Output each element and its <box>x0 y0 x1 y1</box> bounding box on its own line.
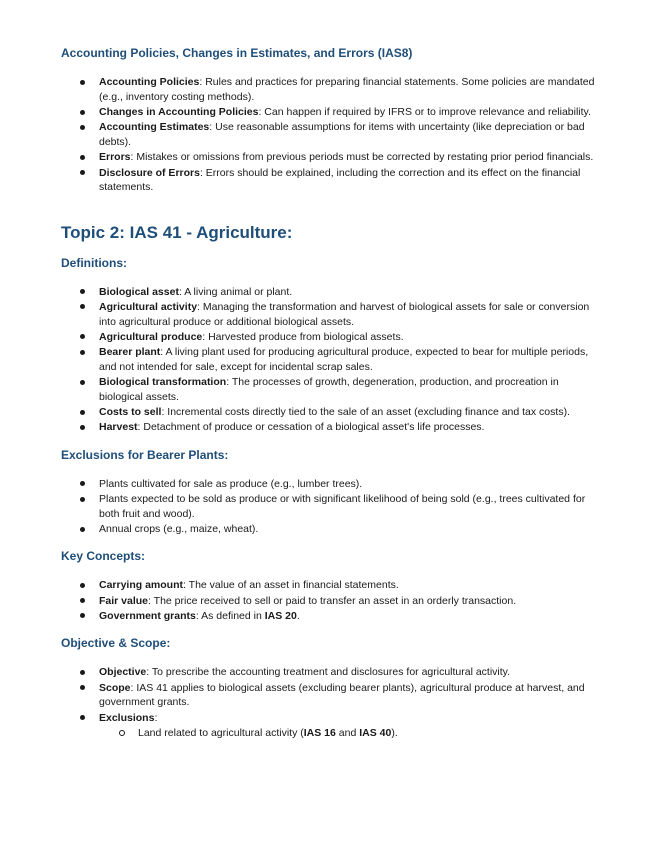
list-item: Carrying amount: The value of an asset in financial statements. <box>61 578 601 593</box>
list-item: Government grants: As defined in IAS 20. <box>61 609 601 624</box>
exclusions-bearer-list <box>61 477 601 537</box>
list-item: Biological asset: A living animal or plant. <box>61 285 601 300</box>
list-item: Exclusions: <box>61 711 601 726</box>
list-item: Biological transformation: The processes of growth, degeneration, production, and procreation in biological assets. <box>61 375 601 404</box>
definitions-list <box>61 285 601 436</box>
list-item: Plants cultivated for sale as produce (e.g., lumber trees). <box>61 477 601 492</box>
list-item: Harvest: Detachment of produce or cessation of a biological asset's life processes. <box>61 420 601 435</box>
list-item: Scope: IAS 41 applies to biological assets (excluding bearer plants), agricultural produce at harvest, and government grants. <box>61 681 601 710</box>
list-item: Bearer plant: A living plant used for producing agricultural produce, expected to bear for multiple periods, and not intended for sale, except for incidental scrap sales. <box>61 345 601 374</box>
objective-scope-list <box>61 665 601 725</box>
document-page <box>61 45 601 741</box>
list-item: Fair value: The price received to sell or paid to transfer an asset in an orderly transaction. <box>61 594 601 609</box>
ias8-list <box>61 75 601 195</box>
key-concepts-list <box>61 578 601 623</box>
section-heading-definitions: Definitions: <box>61 255 127 270</box>
topic-title: Topic 2: IAS 41 - Agriculture: <box>61 222 293 242</box>
list-item: Plants expected to be sold as produce or with significant likelihood of being sold (e.g., trees cultivated for both fruit and wood). <box>61 492 601 521</box>
list-item: Agricultural produce: Harvested produce from biological assets. <box>61 330 601 345</box>
list-item: Errors: Mistakes or omissions from previous periods must be corrected by restating prior period financials. <box>61 150 601 165</box>
list-item: Objective: To prescribe the accounting treatment and disclosures for agricultural activity. <box>61 665 601 680</box>
list-item: Costs to sell: Incremental costs directly tied to the sale of an asset (excluding finance and tax costs). <box>61 405 601 420</box>
section-heading-objective-scope: Objective & Scope: <box>61 636 171 651</box>
list-item: Accounting Policies: Rules and practices for preparing financial statements. Some policies are mandated (e.g., inventory costing methods). <box>61 75 601 104</box>
list-item: Changes in Accounting Policies: Can happen if required by IFRS or to improve relevance and reliability. <box>61 105 601 120</box>
section-heading-exclusions-bearer: Exclusions for Bearer Plants: <box>61 447 229 462</box>
list-item: Annual crops (e.g., maize, wheat). <box>61 522 601 537</box>
exclusions-sub-list <box>61 726 601 741</box>
section-heading-ias8: Accounting Policies, Changes in Estimates, and Errors (IAS8) <box>61 46 413 60</box>
list-item: Accounting Estimates: Use reasonable assumptions for items with uncertainty (like depreciation or bad debts). <box>61 120 601 149</box>
list-item: Agricultural activity: Managing the transformation and harvest of biological assets for sale or conversion into agricultural produce or additional biological assets. <box>61 300 601 329</box>
sub-list-item: Land related to agricultural activity (IAS 16 and IAS 40). <box>61 726 601 741</box>
list-item: Disclosure of Errors: Errors should be explained, including the correction and its effect on the financial statements. <box>61 166 601 195</box>
section-heading-key-concepts: Key Concepts: <box>61 549 146 564</box>
